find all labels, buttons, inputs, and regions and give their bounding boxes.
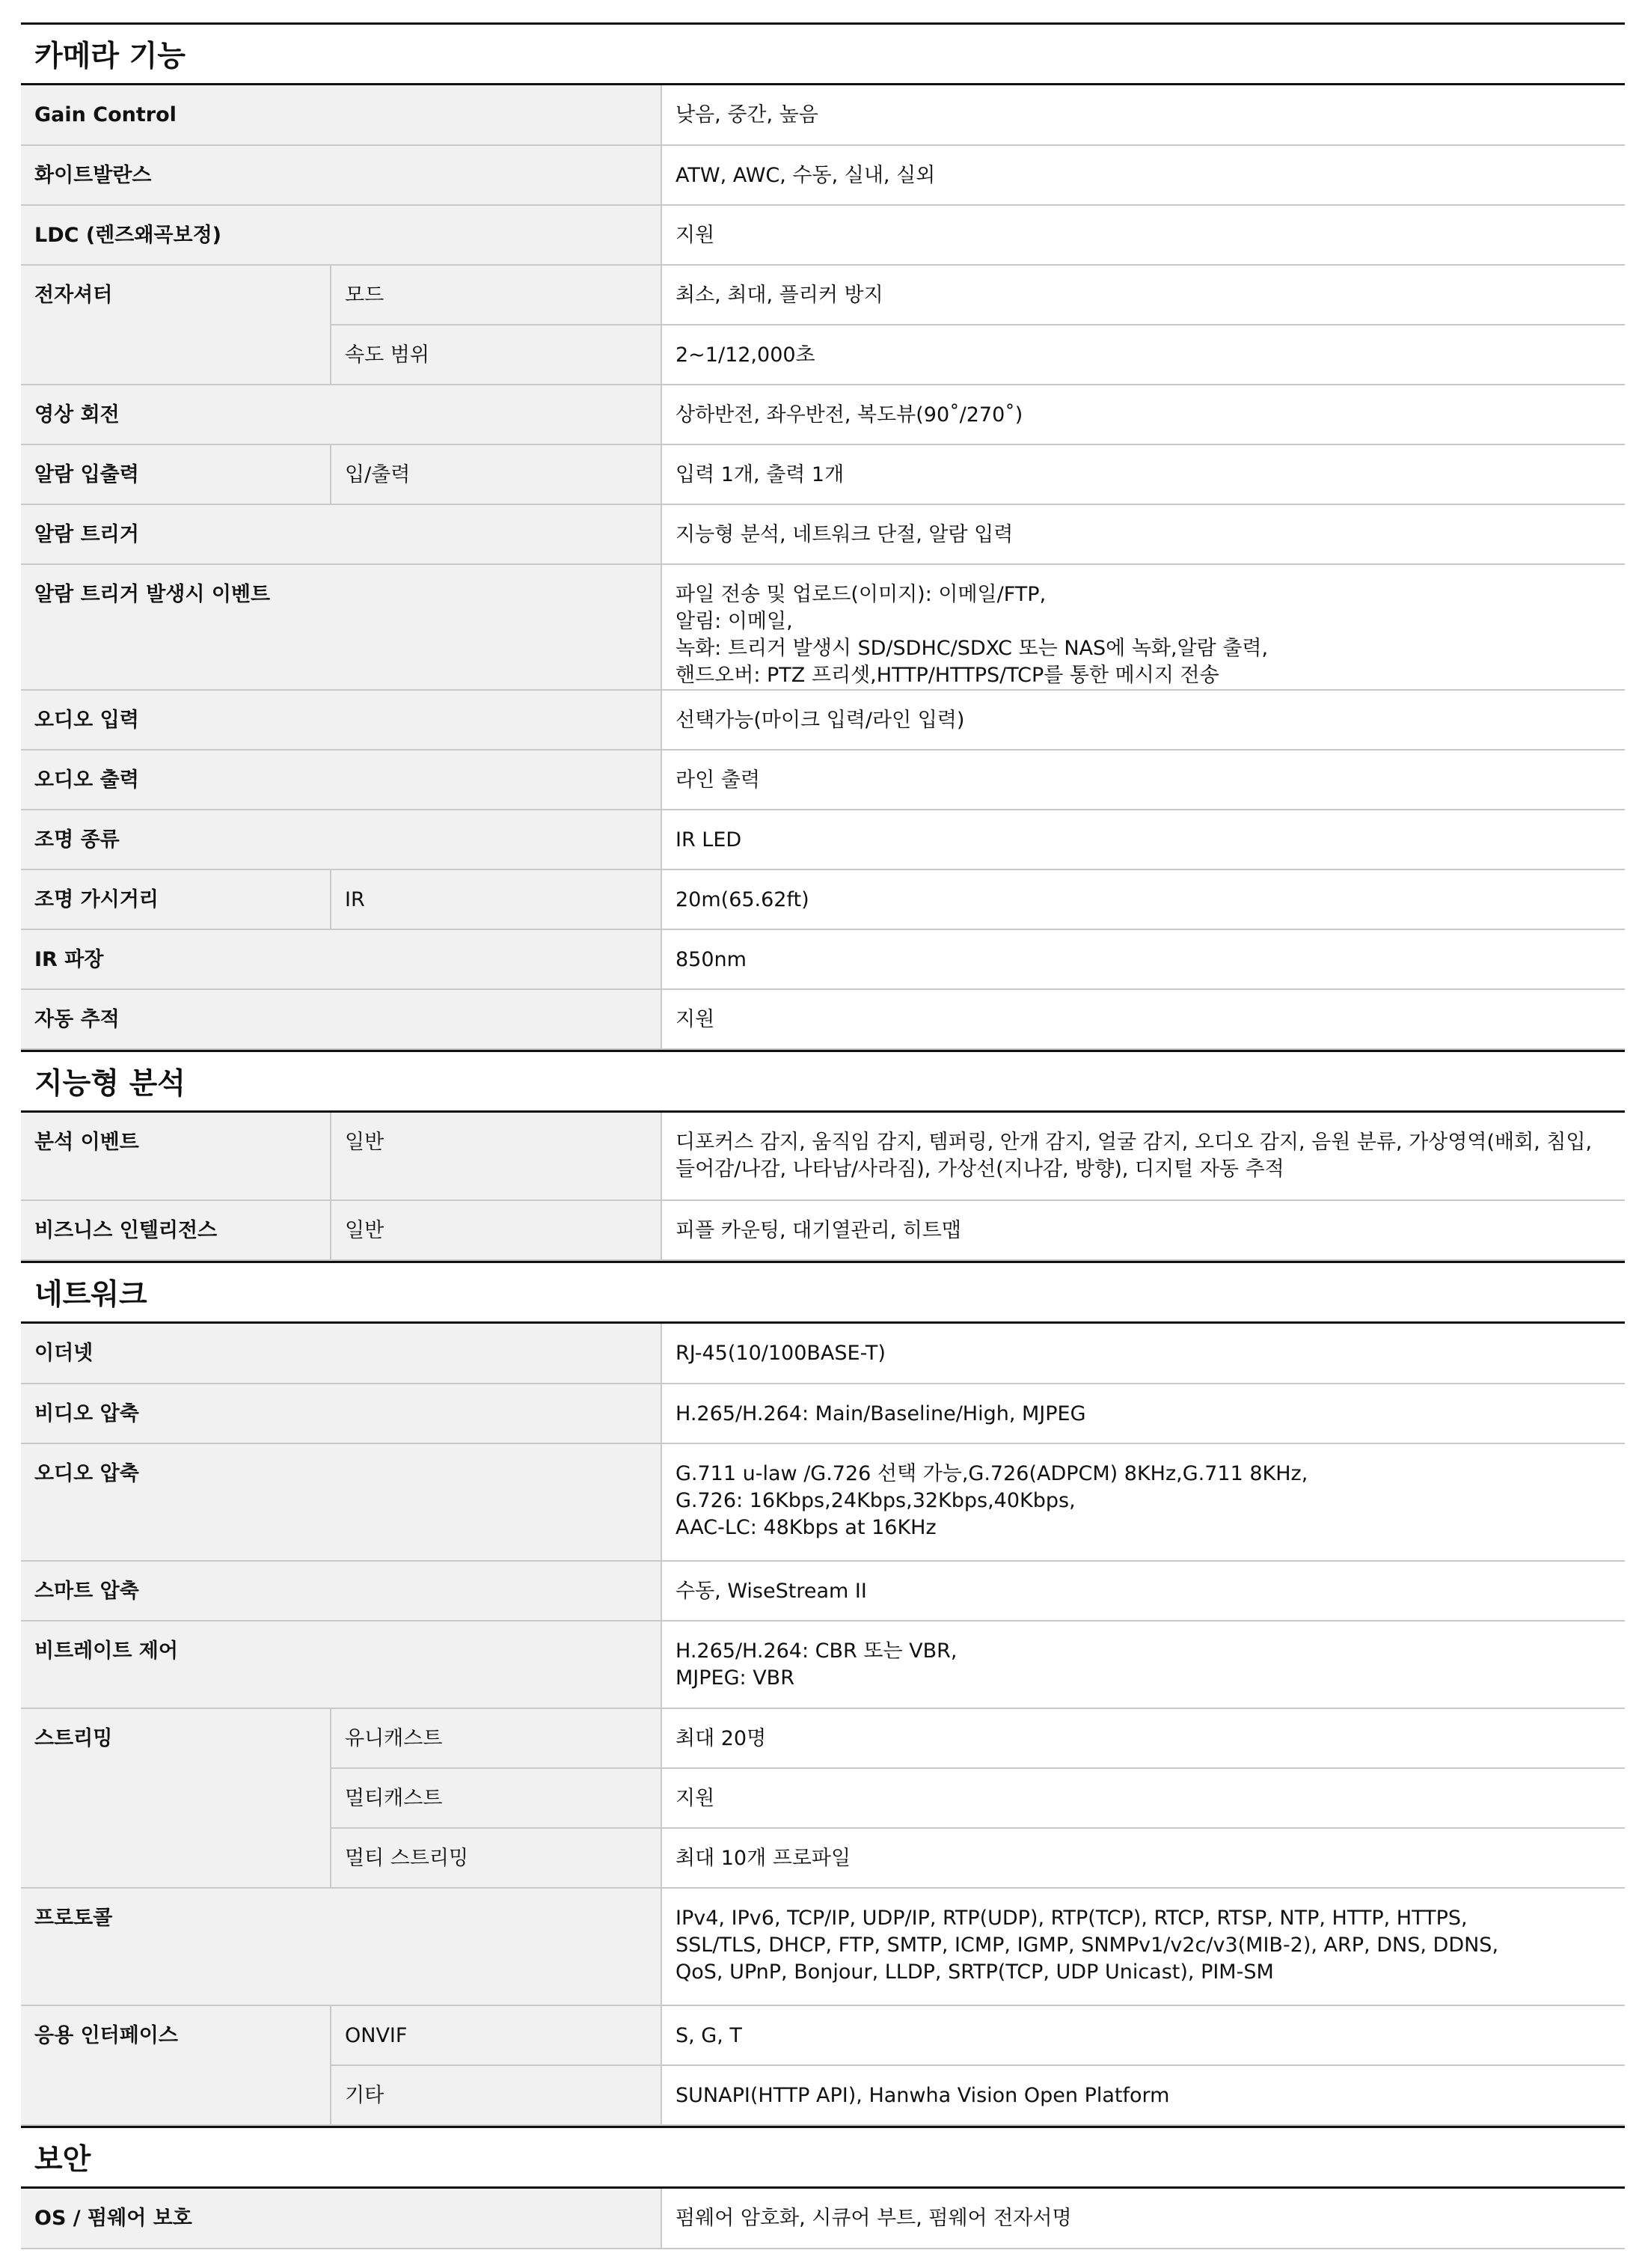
spec-value-text: 850nm <box>676 948 747 971</box>
spec-label <box>21 265 331 385</box>
spec-sublabel <box>331 444 661 504</box>
spec-sublabel-text: 입/출력 <box>345 463 411 486</box>
spec-sublabel <box>331 2005 661 2065</box>
spec-value <box>661 1828 1625 1888</box>
spec-sublabel-text: IR <box>345 888 365 911</box>
spec-value <box>661 504 1625 564</box>
table-row <box>21 989 1625 1049</box>
section-title-security: 보안 <box>21 2126 1625 2189</box>
spec-label-text: OS / 펌웨어 보호 <box>34 2207 192 2230</box>
spec-sublabel-text: 속도 범위 <box>345 343 429 367</box>
spec-label-text: Gain Control <box>34 103 177 126</box>
table-row <box>21 1888 1625 2005</box>
spec-label-text: 응용 인터페이스 <box>34 2024 178 2047</box>
spec-value <box>661 444 1625 504</box>
spec-value-text: 지원 <box>676 1008 715 1031</box>
spec-sublabel <box>331 1828 661 1888</box>
spec-label <box>21 205 661 265</box>
spec-value <box>661 1443 1625 1561</box>
spec-value-text: 지원 <box>676 1787 715 1810</box>
table-row <box>21 810 1625 869</box>
spec-label-text: IR 파장 <box>34 948 104 971</box>
spec-value-text: 선택가능(마이크 입력/라인 입력) <box>676 709 965 732</box>
table-row <box>21 1561 1625 1621</box>
spec-label <box>21 1888 661 2005</box>
spec-value-text: 지능형 분석, 네트워크 단절, 알람 입력 <box>676 523 1014 546</box>
spec-value-text: 라인 출력 <box>676 768 760 792</box>
table-row <box>21 929 1625 989</box>
spec-value <box>661 2005 1625 2065</box>
spec-sublabel-text: 일반 <box>345 1131 385 1154</box>
spec-value <box>661 810 1625 869</box>
spec-value <box>661 750 1625 810</box>
spec-value <box>661 1324 1625 1384</box>
spec-value <box>661 85 1625 145</box>
spec-label-text: 스트리밍 <box>34 1727 113 1750</box>
spec-label-text: 알람 트리거 발생시 이벤트 <box>34 583 271 606</box>
spec-label <box>21 504 661 564</box>
spec-label-text: 비트레이트 제어 <box>34 1639 178 1663</box>
spec-value-text: 2~1/12,000초 <box>676 343 815 367</box>
spec-value <box>661 1768 1625 1828</box>
spec-label-text: 비즈니스 인텔리전스 <box>34 1219 218 1242</box>
spec-label <box>21 1113 331 1200</box>
table-row <box>21 1708 1625 1768</box>
table-row <box>21 444 1625 504</box>
table-row <box>21 385 1625 444</box>
spec-label <box>21 750 661 810</box>
spec-sublabel-text: ONVIF <box>345 2024 408 2047</box>
spec-label-text: 오디오 입력 <box>34 709 139 732</box>
spec-sublabel <box>331 1768 661 1828</box>
spec-label-text: 전자셔터 <box>34 284 113 307</box>
spec-value-text: 최소, 최대, 플리커 방지 <box>676 284 883 307</box>
spec-label-text: 비디오 압축 <box>34 1402 139 1425</box>
spec-sublabel <box>331 2065 661 2125</box>
spec-label <box>21 869 331 929</box>
spec-value <box>661 989 1625 1049</box>
spec-label <box>21 385 661 444</box>
spec-label <box>21 810 661 869</box>
spec-value-text: RJ-45(10/100BASE-T) <box>676 1342 886 1365</box>
spec-table-camera-features <box>21 85 1625 1050</box>
spec-label <box>21 1708 331 1888</box>
spec-value <box>661 325 1625 385</box>
spec-sublabel-text: 멀티 스트리밍 <box>345 1847 469 1870</box>
spec-label <box>21 564 661 690</box>
spec-value-text: 입력 1개, 출력 1개 <box>676 463 845 486</box>
spec-value-text: 20m(65.62ft) <box>676 888 809 911</box>
table-row <box>21 85 1625 145</box>
spec-label-text: 조명 종류 <box>34 828 120 852</box>
spec-value-text: SUNAPI(HTTP API), Hanwha Vision Open Platform <box>676 2084 1170 2107</box>
spec-value <box>661 1200 1625 1260</box>
section-title-camera-features: 카메라 기능 <box>21 22 1625 85</box>
spec-label <box>21 690 661 750</box>
spec-value-text: 펌웨어 암호화, 시큐어 부트, 펌웨어 전자서명 <box>676 2207 1072 2230</box>
spec-sublabel-text: 일반 <box>345 1219 385 1242</box>
spec-table-intelligent-analytics <box>21 1113 1625 1261</box>
spec-value <box>661 1708 1625 1768</box>
spec-label <box>21 989 661 1049</box>
spec-label-text: LDC (렌즈왜곡보정) <box>34 224 222 247</box>
table-row <box>21 2189 1625 2249</box>
spec-label-text: 이더넷 <box>34 1342 94 1365</box>
table-row <box>21 265 1625 325</box>
spec-label <box>21 1621 661 1708</box>
spec-value <box>661 2189 1625 2249</box>
table-row <box>21 869 1625 929</box>
spec-label-text: 오디오 출력 <box>34 768 139 792</box>
spec-label <box>21 2189 661 2249</box>
spec-value-text: 피플 카운팅, 대기열관리, 히트맵 <box>676 1219 961 1242</box>
spec-value-text: 상하반전, 좌우반전, 복도뷰(90˚/270˚) <box>676 403 1023 427</box>
spec-value <box>661 1561 1625 1621</box>
spec-label <box>21 85 661 145</box>
spec-label <box>21 2005 331 2125</box>
spec-label <box>21 1324 661 1384</box>
spec-value-text: 최대 20명 <box>676 1727 767 1750</box>
spec-value <box>661 2065 1625 2125</box>
section-title-network: 네트워크 <box>21 1261 1625 1324</box>
spec-value <box>661 1384 1625 1443</box>
spec-label-text: 영상 회전 <box>34 403 120 427</box>
spec-label-text: 분석 이벤트 <box>34 1131 139 1154</box>
spec-sublabel-text: 모드 <box>345 284 385 307</box>
spec-value <box>661 929 1625 989</box>
spec-table-network <box>21 1324 1625 2126</box>
spec-value <box>661 1621 1625 1708</box>
spec-label-text: 프로토콜 <box>34 1907 113 1930</box>
table-row <box>21 2005 1625 2065</box>
spec-sublabel <box>331 325 661 385</box>
spec-label <box>21 1561 661 1621</box>
spec-value-text: 낮음, 중간, 높음 <box>676 103 818 126</box>
spec-label-text: 알람 트리거 <box>34 523 139 546</box>
table-row <box>21 1324 1625 1384</box>
spec-label <box>21 444 331 504</box>
spec-label-text: 조명 가시거리 <box>34 888 159 911</box>
spec-label-text: 알람 입출력 <box>34 463 139 486</box>
spec-value <box>661 564 1625 690</box>
table-row <box>21 1113 1625 1200</box>
table-row <box>21 690 1625 750</box>
spec-value <box>661 869 1625 929</box>
spec-value-text: 수동, WiseStream II <box>676 1580 867 1603</box>
spec-value-text: 최대 10개 프로파일 <box>676 1847 851 1870</box>
spec-sheet <box>21 22 1625 2249</box>
table-row <box>21 1621 1625 1708</box>
spec-label-text: 스마트 압축 <box>34 1580 139 1603</box>
spec-value-text: H.265/H.264: CBR 또는 VBR, MJPEG: VBR <box>676 1639 958 1690</box>
spec-label <box>21 1443 661 1561</box>
section-title-intelligent-analytics: 지능형 분석 <box>21 1050 1625 1113</box>
spec-sublabel-text: 유니캐스트 <box>345 1727 443 1750</box>
spec-sublabel <box>331 869 661 929</box>
spec-label <box>21 1384 661 1443</box>
table-row <box>21 145 1625 205</box>
spec-label-text: 오디오 압축 <box>34 1462 139 1485</box>
spec-value-text: S, G, T <box>676 2024 742 2047</box>
spec-value <box>661 145 1625 205</box>
spec-label-text: 자동 추적 <box>34 1008 120 1031</box>
spec-value <box>661 1888 1625 2005</box>
spec-sublabel-text: 멀티캐스트 <box>345 1787 443 1810</box>
spec-value-text: ATW, AWC, 수동, 실내, 실외 <box>676 164 936 187</box>
spec-value-text: 파일 전송 및 업로드(이미지): 이메일/FTP, 알림: 이메일, 녹화: 트리거 발생시 SD/SDHC/SDXC 또는 NAS에 녹화,알람 출력, 핸드오버: PTZ 프리셋,HTTP/HTTPS/TCP를 통한 메시지 전송 <box>676 583 1269 687</box>
spec-value-text: G.711 u-law /G.726 선택 가능,G.726(ADPCM) 8KHz,G.711 8KHz, G.726: 16Kbps,24Kbps,32Kbps,40Kbps, AAC-LC: 48Kbps at 16KHz <box>676 1462 1308 1539</box>
table-row <box>21 504 1625 564</box>
spec-sublabel <box>331 1113 661 1200</box>
spec-value-text: 지원 <box>676 224 715 247</box>
spec-value <box>661 265 1625 325</box>
spec-value-text: H.265/H.264: Main/Baseline/High, MJPEG <box>676 1402 1086 1425</box>
spec-label <box>21 145 661 205</box>
table-row <box>21 750 1625 810</box>
table-row <box>21 205 1625 265</box>
spec-sublabel <box>331 1200 661 1260</box>
spec-value-text: IR LED <box>676 828 742 852</box>
spec-value <box>661 1113 1625 1200</box>
table-row <box>21 1443 1625 1561</box>
spec-label <box>21 929 661 989</box>
spec-value <box>661 690 1625 750</box>
spec-value <box>661 385 1625 444</box>
spec-sublabel <box>331 1708 661 1768</box>
spec-table-security <box>21 2189 1625 2249</box>
spec-value <box>661 205 1625 265</box>
table-row <box>21 1200 1625 1260</box>
table-row <box>21 564 1625 690</box>
spec-value-text: 디포커스 감지, 움직임 감지, 템퍼링, 안개 감지, 얼굴 감지, 오디오 감지, 음원 분류, 가상영역(배회, 침입, 들어감/나감, 나타남/사라짐), 가상선(지나감, 방향), 디지털 자동 추적 <box>676 1131 1593 1181</box>
spec-sublabel-text: 기타 <box>345 2084 385 2107</box>
spec-value-text: IPv4, IPv6, TCP/IP, UDP/IP, RTP(UDP), RTP(TCP), RTCP, RTSP, NTP, HTTP, HTTPS, SSL/TLS, DHCP, FTP, SMTP, ICMP, IGMP, SNMPv1/v2c/v3(MIB-2), ARP, DNS, DDNS, QoS, UPnP, Bonjour, LLDP, SRTP(TCP, UDP Unicast), PIM-SM <box>676 1907 1499 1984</box>
table-row <box>21 1384 1625 1443</box>
spec-label-text: 화이트발란스 <box>34 164 152 187</box>
spec-label <box>21 1200 331 1260</box>
spec-sublabel <box>331 265 661 325</box>
